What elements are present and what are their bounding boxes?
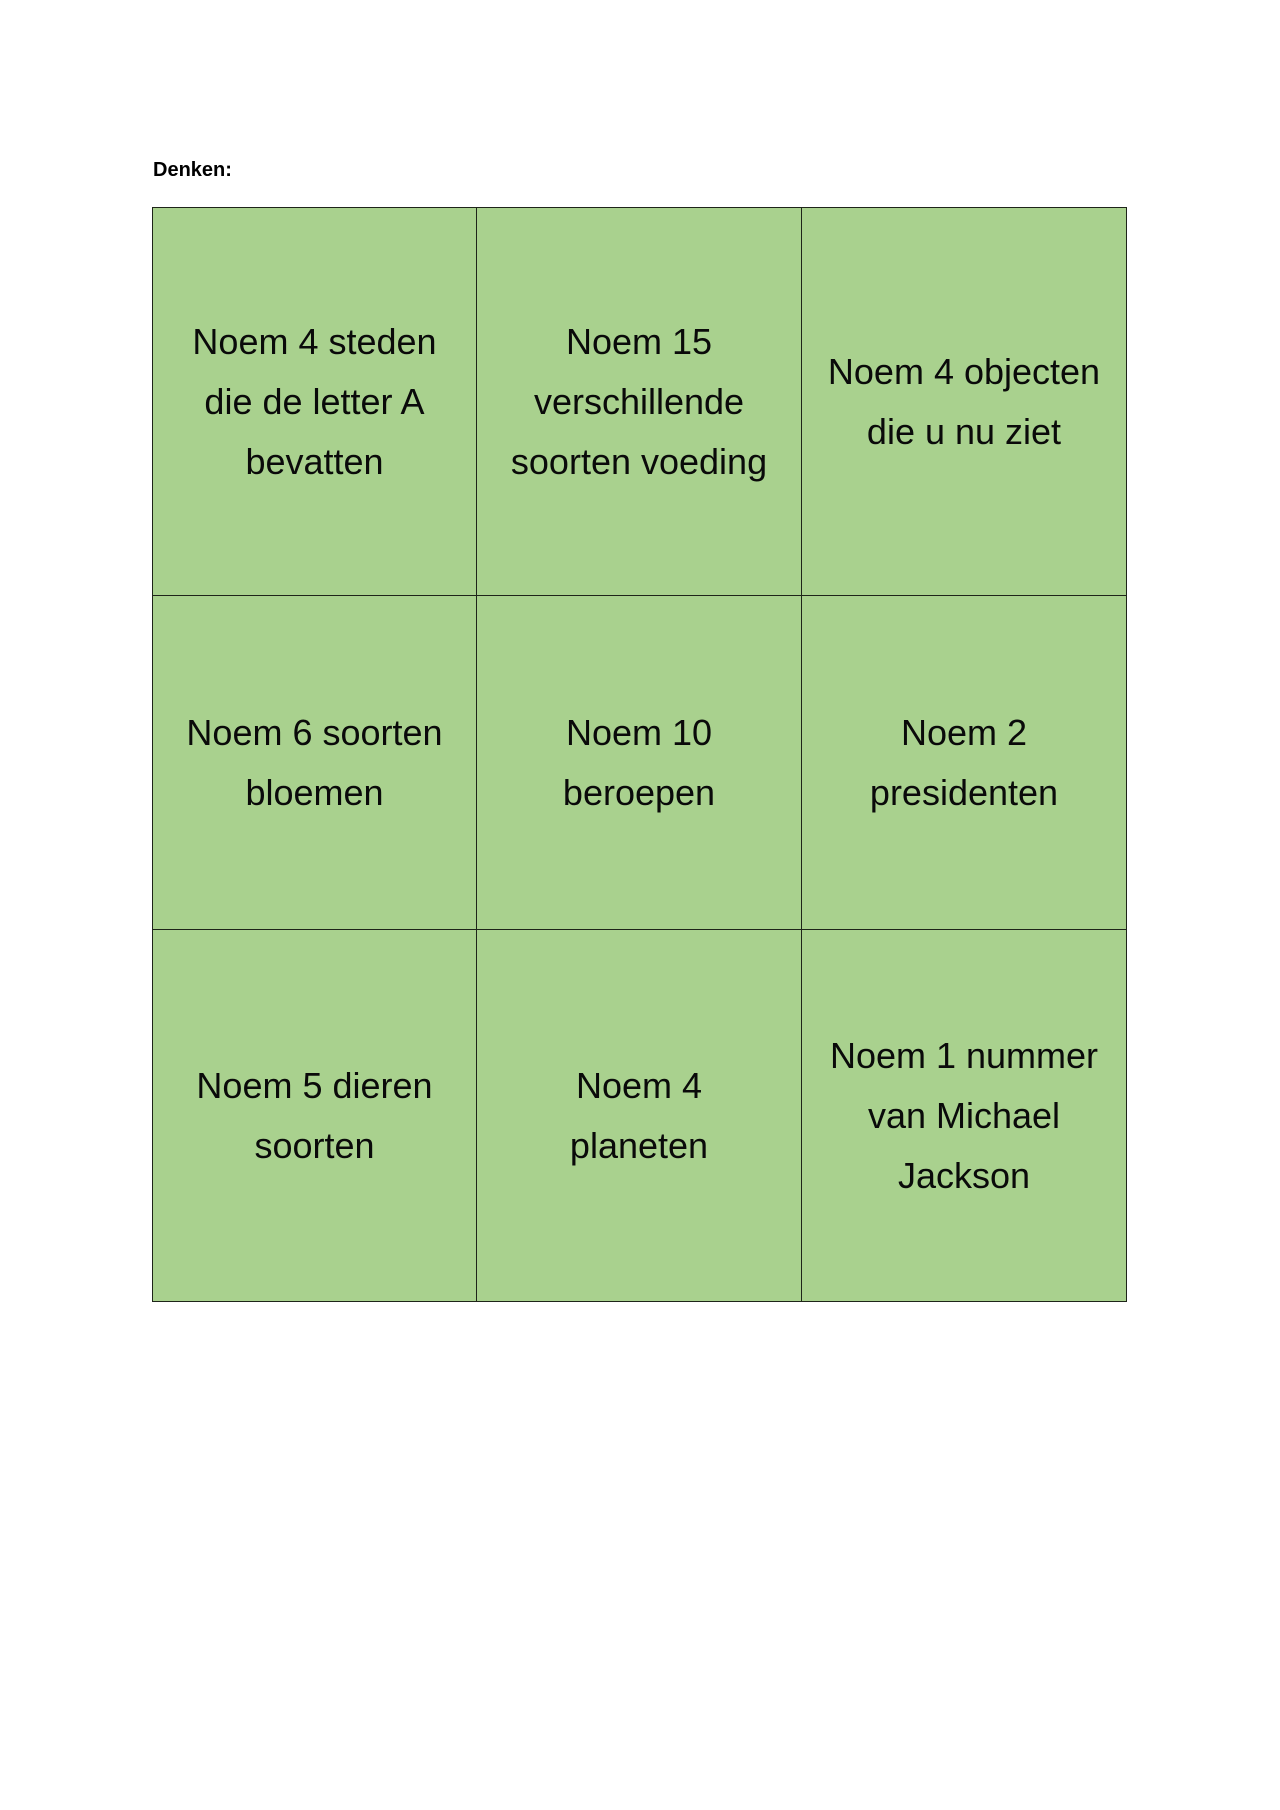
task-card-food (477, 208, 802, 596)
task-line: presidenten (869, 771, 1059, 813)
task-line: bevatten (245, 440, 384, 482)
task-card-text (828, 342, 1100, 462)
task-line: Noem 15 (565, 320, 713, 362)
task-line: Noem 1 nummer (829, 1034, 1099, 1076)
task-line: Noem 4 (575, 1064, 703, 1106)
task-card-flowers (153, 596, 477, 930)
task-line: die u nu ziet (866, 410, 1062, 452)
task-card-cities (153, 208, 477, 596)
task-card-text (570, 1056, 708, 1176)
task-line: Noem 4 steden (192, 320, 437, 362)
task-card-text (196, 1056, 432, 1176)
task-line: planeten (569, 1124, 709, 1166)
task-card-text (186, 703, 442, 823)
task-card-professions (477, 596, 802, 930)
task-card-planets (477, 930, 802, 1302)
task-line: Noem 6 soorten (186, 711, 443, 753)
section-heading: Denken: (153, 159, 232, 181)
task-line: bloemen (245, 771, 384, 813)
grid-row (153, 208, 1127, 596)
task-card-text (563, 703, 715, 823)
task-line: die de letter A (204, 380, 425, 422)
task-card-text (511, 312, 767, 492)
task-card-animals (153, 930, 477, 1302)
task-line: van Michael (867, 1094, 1061, 1136)
task-line: Jackson (897, 1154, 1031, 1196)
grid-row (153, 596, 1127, 930)
task-card-text (870, 703, 1058, 823)
grid-row (153, 930, 1127, 1302)
task-line: soorten (254, 1124, 375, 1166)
task-card-presidents (802, 596, 1127, 930)
task-line: Noem 4 objecten (827, 350, 1101, 392)
task-line: Noem 5 dieren (196, 1064, 433, 1106)
task-line: beroepen (562, 771, 716, 813)
task-card-grid (152, 207, 1127, 1302)
task-line: Noem 10 (565, 711, 713, 753)
task-card-text (830, 1026, 1098, 1206)
task-card-michael-jackson (802, 930, 1127, 1302)
task-card-objects (802, 208, 1127, 596)
task-line: verschillende (533, 380, 745, 422)
task-line: soorten voeding (510, 440, 768, 482)
task-card-text (192, 312, 436, 492)
task-line: Noem 2 (900, 711, 1028, 753)
